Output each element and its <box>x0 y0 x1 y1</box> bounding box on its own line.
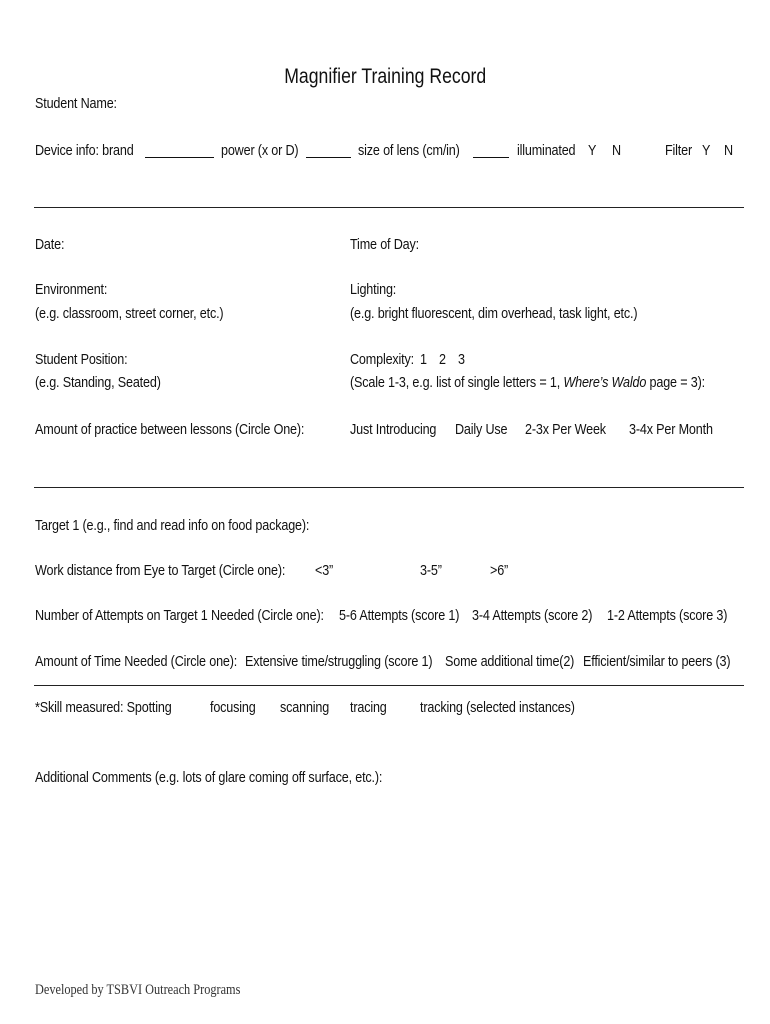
practice-label: Amount of practice between lessons (Circle One): <box>35 421 305 438</box>
work-distance-option-3-5[interactable]: 3-5” <box>420 562 442 579</box>
skill-option-focusing[interactable]: focusing <box>210 699 256 716</box>
filter-label: Filter <box>665 142 692 159</box>
work-distance-option-over-6[interactable]: >6” <box>490 562 509 579</box>
illuminated-label: illuminated <box>517 142 576 159</box>
footer-credit: Developed by TSBVI Outreach Programs <box>35 982 241 998</box>
practice-option-just-introducing[interactable]: Just Introducing <box>350 421 437 438</box>
complexity-option-2[interactable]: 2 <box>439 351 446 368</box>
attempts-option-score-2[interactable]: 3-4 Attempts (score 2) <box>472 607 593 624</box>
student-name-label: Student Name: <box>35 95 117 112</box>
section-divider-3 <box>34 685 744 686</box>
page-title <box>0 64 770 90</box>
skill-label: *Skill measured: Spotting <box>35 699 172 716</box>
complexity-option-3[interactable]: 3 <box>458 351 465 368</box>
student-position-example: (e.g. Standing, Seated) <box>35 374 161 391</box>
target-label: Target 1 (e.g., find and read info on food package): <box>35 517 310 534</box>
attempts-label: Number of Attempts on Target 1 Needed (Circle one): <box>35 607 324 624</box>
time-needed-label: Amount of Time Needed (Circle one): <box>35 653 238 670</box>
skill-option-tracking[interactable]: tracking (selected instances) <box>420 699 575 716</box>
filter-yes-option[interactable]: Y <box>702 142 711 159</box>
skill-option-tracing[interactable]: tracing <box>350 699 387 716</box>
practice-option-daily-use[interactable]: Daily Use <box>455 421 508 438</box>
device-lens-blank[interactable] <box>473 143 509 158</box>
device-power-label: power (x or D) <box>221 142 299 159</box>
lighting-label: Lighting: <box>350 281 397 298</box>
skill-option-scanning[interactable]: scanning <box>280 699 330 716</box>
device-brand-label: Device info: brand <box>35 142 134 159</box>
device-lens-label: size of lens (cm/in) <box>358 142 460 159</box>
time-of-day-label: Time of Day: <box>350 236 419 253</box>
attempts-option-score-1[interactable]: 5-6 Attempts (score 1) <box>339 607 460 624</box>
comments-label: Additional Comments (e.g. lots of glare coming off surface, etc.): <box>35 769 383 786</box>
practice-option-3-4x-month[interactable]: 3-4x Per Month <box>629 421 713 438</box>
complexity-label: Complexity: <box>350 351 414 368</box>
environment-label: Environment: <box>35 281 108 298</box>
complexity-scale-prefix: (Scale 1-3, e.g. list of single letters = 1, <box>350 374 564 391</box>
time-needed-option-score-3[interactable]: Efficient/similar to peers (3) <box>583 653 731 670</box>
device-power-blank[interactable] <box>306 143 351 158</box>
date-label: Date: <box>35 236 65 253</box>
attempts-option-score-3[interactable]: 1-2 Attempts (score 3) <box>607 607 728 624</box>
filter-no-option[interactable]: N <box>724 142 733 159</box>
lighting-example: (e.g. bright fluorescent, dim overhead, task light, etc.) <box>350 305 638 322</box>
complexity-scale-italic: Where’s Waldo <box>563 374 647 391</box>
time-needed-option-score-2[interactable]: Some additional time(2) <box>445 653 575 670</box>
section-divider-1 <box>34 207 744 208</box>
page-title-text: Magnifier Training Record <box>284 65 486 88</box>
work-distance-label: Work distance from Eye to Target (Circle one): <box>35 562 286 579</box>
illuminated-no-option[interactable]: N <box>612 142 621 159</box>
section-divider-2 <box>34 487 744 488</box>
time-needed-option-score-1[interactable]: Extensive time/struggling (score 1) <box>245 653 433 670</box>
device-brand-blank[interactable] <box>145 143 214 158</box>
complexity-scale <box>350 374 705 392</box>
environment-example: (e.g. classroom, street corner, etc.) <box>35 305 224 322</box>
work-distance-option-under-3[interactable]: <3” <box>315 562 334 579</box>
illuminated-yes-option[interactable]: Y <box>588 142 597 159</box>
complexity-option-1[interactable]: 1 <box>420 351 427 368</box>
practice-option-2-3x-week[interactable]: 2-3x Per Week <box>525 421 606 438</box>
student-position-label: Student Position: <box>35 351 128 368</box>
complexity-scale-suffix: page = 3): <box>646 374 705 391</box>
